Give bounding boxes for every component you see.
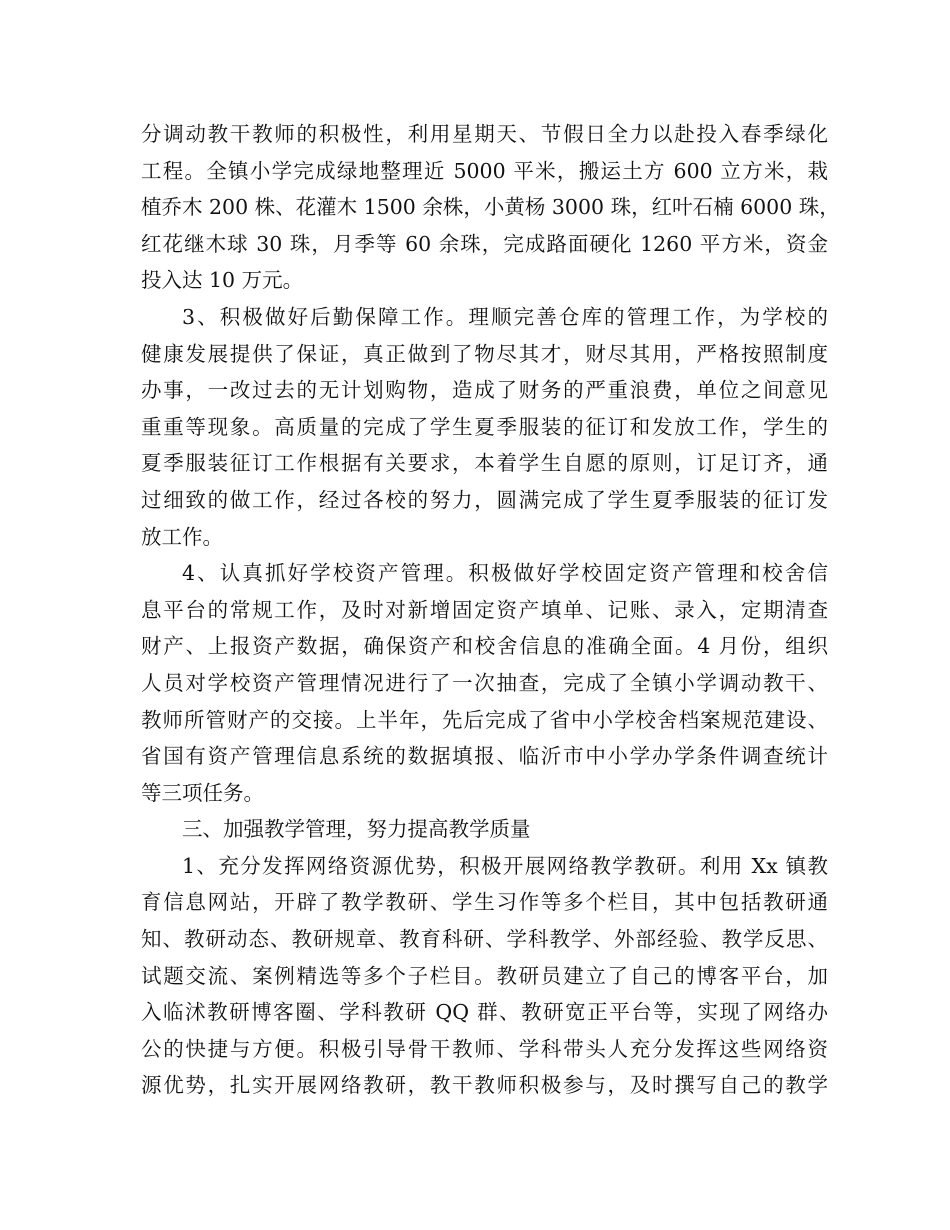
text-line: 夏季服装征订工作根据有关要求，本着学生自愿的原则，订足订齐，通	[141, 451, 828, 476]
paragraph-continuation	[141, 116, 840, 299]
text-line: 工程。全镇小学完成绿地整理近 5000 平米，搬运土方 600 立方米，栽	[141, 158, 828, 183]
text-line: 试题交流、案例精选等多个子栏目。教研员建立了自己的博客平台，加	[141, 963, 828, 988]
document-body	[141, 116, 840, 1104]
text-line: 3、积极做好后勤保障工作。理顺完善仓库的管理工作，为学校的	[182, 304, 828, 329]
text-line: 植乔木 200 株、花灌木 1500 余株，小黄杨 3000 珠，红叶石楠 6000 珠，	[141, 195, 840, 220]
text-line: 息平台的常规工作，及时对新增固定资产填单、记账、录入，定期清查	[141, 597, 828, 622]
text-line: 入临沭教研博客圈、学科教研 QQ 群、教研宽正平台等，实现了网络办	[141, 1000, 828, 1025]
text-line: 健康发展提供了保证，真正做到了物尽其才，财尽其用，严格按照制度	[141, 341, 828, 366]
section-heading-text: 三、加强教学管理，努力提高教学质量	[182, 817, 531, 842]
section-heading-3	[141, 811, 828, 848]
text-line: 过细致的做工作，经过各校的努力，圆满完成了学生夏季服装的征订发	[141, 487, 828, 512]
text-line: 人员对学校资产管理情况进行了一次抽查，完成了全镇小学调动教干、	[141, 670, 828, 695]
text-line: 红花继木球 30 珠，月季等 60 余珠，完成路面硬化 1260 平方米，资金	[141, 231, 828, 256]
paragraph-item-1	[141, 848, 828, 1104]
text-line: 放工作。	[141, 524, 223, 549]
text-line: 知、教研动态、教研规章、教育科研、学科教学、外部经验、教学反思、	[141, 927, 828, 952]
text-line: 省国有资产管理信息系统的数据填报、临沂市中小学办学条件调查统计	[141, 744, 828, 769]
text-line: 办事，一改过去的无计划购物，造成了财务的严重浪费，单位之间意见	[141, 378, 828, 403]
text-line: 教师所管财产的交接。上半年，先后完成了省中小学校舍档案规范建设、	[141, 707, 828, 732]
text-line: 等三项任务。	[141, 780, 264, 805]
text-line: 公的快捷与方便。积极引导骨干教师、学科带头人充分发挥这些网络资	[141, 1036, 828, 1061]
text-line: 4、认真抓好学校资产管理。积极做好学校固定资产管理和校舍信	[182, 561, 828, 586]
text-line: 重重等现象。高质量的完成了学生夏季服装的征订和发放工作，学生的	[141, 414, 828, 439]
text-line: 分调动教干教师的积极性，利用星期天、节假日全力以赴投入春季绿化	[141, 122, 828, 146]
text-line: 投入达 10 万元。	[141, 268, 304, 293]
text-line: 财产、上报资产数据，确保资产和校舍信息的准确全面。4 月份，组织	[141, 634, 828, 659]
paragraph-item-4	[141, 555, 828, 811]
paragraph-item-3	[141, 299, 828, 555]
text-line: 育信息网站，开辟了教学教研、学生习作等多个栏目，其中包括教研通	[141, 890, 828, 915]
text-line: 源优势，扎实开展网络教研，教干教师积极参与，及时撰写自己的教学	[141, 1073, 828, 1098]
text-line: 1、充分发挥网络资源优势，积极开展网络教学教研。利用 Xx 镇教	[182, 853, 828, 878]
